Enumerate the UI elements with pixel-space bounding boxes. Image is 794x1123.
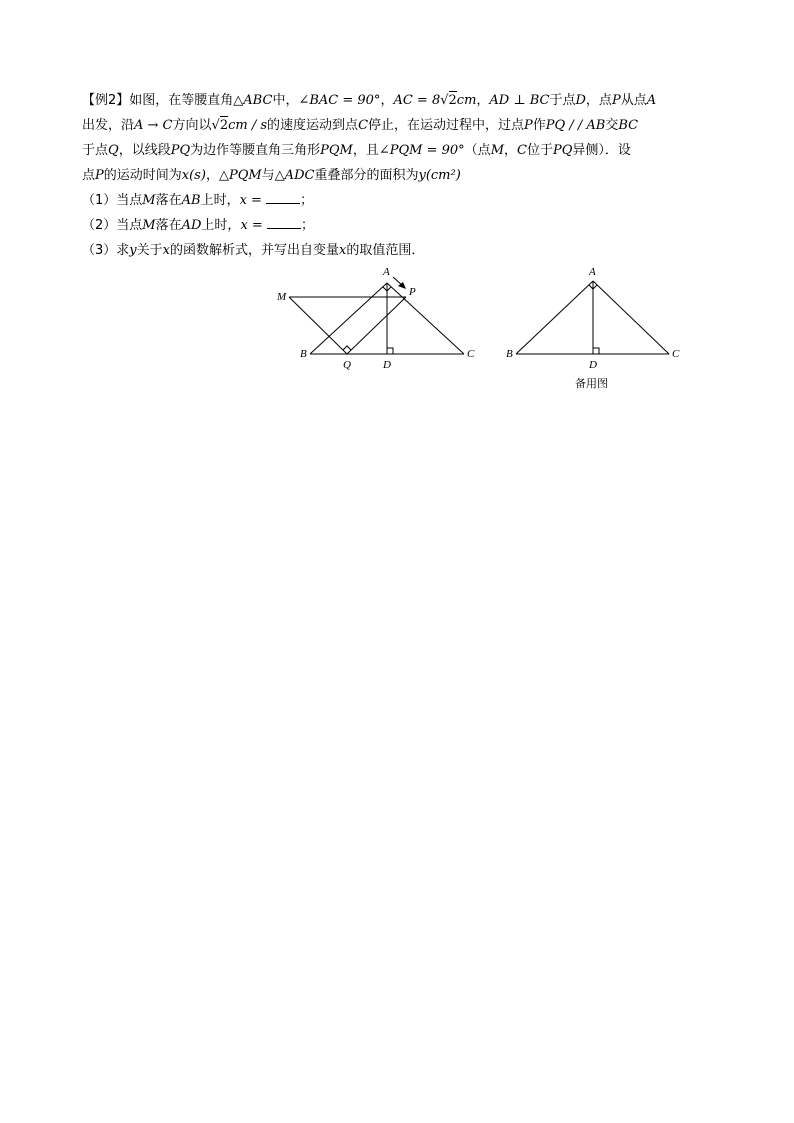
math: x bbox=[162, 243, 170, 258]
text: ，以线段 bbox=[118, 143, 171, 158]
text: 落在 bbox=[155, 193, 182, 208]
right-angle-mark-d bbox=[387, 348, 393, 354]
math: AD ⊥ BC bbox=[489, 93, 550, 108]
math: y(cm²) bbox=[418, 168, 461, 183]
label-d: D bbox=[383, 359, 391, 371]
segment-ab bbox=[516, 281, 593, 354]
math: A bbox=[646, 93, 657, 108]
text: （点 bbox=[464, 143, 491, 158]
text: 作 bbox=[532, 118, 546, 133]
math: y bbox=[129, 243, 137, 258]
segment-ac bbox=[387, 283, 464, 354]
problem-line-4 bbox=[82, 163, 702, 188]
right-angle-mark-d bbox=[593, 348, 599, 354]
text: 上时， bbox=[201, 218, 241, 233]
sqrt-sign: √ bbox=[440, 93, 449, 108]
text: 如图，在等腰直角 bbox=[129, 93, 234, 108]
text: ； bbox=[300, 218, 314, 233]
math: Q bbox=[108, 143, 119, 158]
math: AC = 8 bbox=[393, 93, 441, 108]
text: ， bbox=[205, 168, 219, 183]
text: 停止，在运动过程中，过点 bbox=[368, 118, 525, 133]
math: BC bbox=[618, 118, 639, 133]
label-m: M bbox=[277, 291, 287, 303]
math: △ADC bbox=[274, 168, 315, 183]
text: （3）求 bbox=[82, 243, 130, 258]
label-d: D bbox=[589, 359, 597, 371]
text: ，且 bbox=[352, 143, 379, 158]
math: ∠BAC = 90° bbox=[298, 93, 381, 108]
math: M bbox=[142, 193, 156, 208]
segment-mq bbox=[289, 297, 347, 354]
question-3 bbox=[82, 238, 702, 263]
text: （2）当点 bbox=[82, 218, 143, 233]
text: 的运动时间为 bbox=[103, 168, 182, 183]
text: ， bbox=[476, 93, 490, 108]
label-c: C bbox=[672, 348, 680, 360]
figure-caption: 备用图 bbox=[575, 377, 608, 390]
math: P bbox=[95, 168, 104, 183]
text: ； bbox=[300, 193, 314, 208]
math: △ABC bbox=[233, 93, 273, 108]
text: 的取值范围． bbox=[346, 243, 425, 258]
text: 为边作等腰直角三角形 bbox=[190, 143, 321, 158]
figure-backup bbox=[503, 262, 688, 374]
text: 交 bbox=[605, 118, 619, 133]
math: 2 bbox=[219, 118, 229, 133]
segment-ab bbox=[310, 283, 387, 354]
text: 与 bbox=[261, 168, 275, 183]
text: 出发，沿 bbox=[82, 118, 135, 133]
problem-line-1 bbox=[82, 88, 702, 113]
math: △PQM bbox=[218, 168, 262, 183]
math: M bbox=[490, 143, 504, 158]
math: P bbox=[611, 93, 621, 108]
segment-pq bbox=[347, 297, 406, 354]
figure-main bbox=[270, 262, 485, 374]
math: 2 bbox=[448, 93, 457, 108]
math: AD bbox=[181, 218, 202, 233]
math: x(s) bbox=[181, 168, 206, 183]
math: D bbox=[575, 93, 586, 108]
answer-blank-2[interactable] bbox=[267, 216, 301, 229]
text: 中， bbox=[272, 93, 299, 108]
math: P bbox=[524, 118, 533, 133]
math: M bbox=[142, 218, 156, 233]
math: PQM bbox=[320, 143, 353, 158]
math: A → C bbox=[134, 118, 173, 133]
label-a: A bbox=[589, 266, 596, 278]
text: ， bbox=[380, 93, 394, 108]
math: C bbox=[517, 143, 527, 158]
question-2 bbox=[82, 213, 702, 238]
label-a: A bbox=[383, 266, 390, 278]
sqrt-sign: √ bbox=[211, 118, 220, 133]
math: ∠PQM = 90° bbox=[378, 143, 465, 158]
text: 的函数解析式，并写出自变量 bbox=[170, 243, 340, 258]
text: 落在 bbox=[155, 218, 182, 233]
text: 上时， bbox=[200, 193, 240, 208]
math: AB bbox=[181, 193, 201, 208]
question-1 bbox=[82, 188, 702, 213]
text: 重叠部分的面积为 bbox=[314, 168, 419, 183]
math: cm / s bbox=[228, 118, 268, 133]
math: x = bbox=[239, 193, 262, 208]
text: 位于 bbox=[526, 143, 553, 158]
label-q: Q bbox=[343, 359, 351, 371]
answer-blank-1[interactable] bbox=[266, 191, 300, 204]
math: C bbox=[358, 118, 369, 133]
label-p: P bbox=[409, 286, 416, 298]
text: 异侧）．设 bbox=[572, 143, 631, 158]
text: ， bbox=[504, 143, 518, 158]
text: 从点 bbox=[620, 93, 647, 108]
right-angle-mark-q bbox=[343, 346, 351, 350]
problem-line-2 bbox=[82, 113, 702, 138]
label-c: C bbox=[467, 348, 475, 360]
math: cm bbox=[456, 93, 477, 108]
text: 关于 bbox=[136, 243, 163, 258]
example-tag: 【例2】 bbox=[82, 93, 130, 108]
problem-text bbox=[82, 88, 702, 263]
text: （1）当点 bbox=[82, 193, 143, 208]
text: 点 bbox=[82, 168, 96, 183]
label-b: B bbox=[300, 348, 307, 360]
label-b: B bbox=[506, 348, 513, 360]
math: x bbox=[339, 243, 347, 258]
text: 的速度运动到点 bbox=[267, 118, 359, 133]
text: 于点 bbox=[82, 143, 109, 158]
text: 方向以 bbox=[172, 118, 212, 133]
math: PQ / / AB bbox=[545, 118, 606, 133]
text: ，点 bbox=[585, 93, 612, 108]
math: x = bbox=[240, 218, 263, 233]
math: PQ bbox=[170, 143, 191, 158]
math: PQ bbox=[552, 143, 573, 158]
problem-line-3 bbox=[82, 138, 702, 163]
segment-ac bbox=[593, 281, 669, 354]
text: 于点 bbox=[549, 93, 576, 108]
